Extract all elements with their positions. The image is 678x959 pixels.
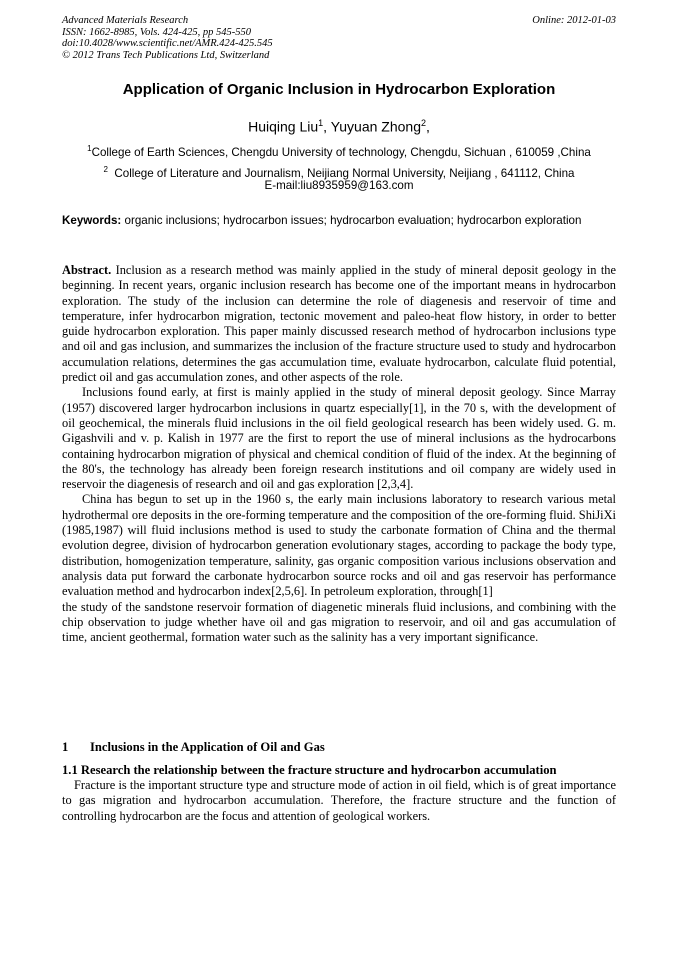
section-number: 1 bbox=[62, 740, 69, 754]
subsection-heading: 1.1 Research the relationship between the fracture structure and hydrocarbon accumulation bbox=[62, 763, 557, 777]
affiliation-mark: 1 bbox=[87, 144, 92, 153]
affiliation-mark: 2 bbox=[103, 165, 108, 174]
online-date: Online: 2012-01-03 bbox=[532, 15, 616, 26]
author-affiliation-mark: 2 bbox=[421, 118, 427, 128]
author-affiliation-mark: 1 bbox=[318, 118, 324, 128]
keywords-label: Keywords: bbox=[62, 214, 122, 227]
body-paragraph: China has begun to set up in the 1960 s, the early main inclusions laboratory to research various metal hydrothermal ore deposits in the ore-forming temperature and the composition of the ore-forming fluid. ShiJiXi (1985,1987) will fluid inclusions method is used to study the carbonate formation of China and the thermal evolution degree, division of hydrocarbon generation evolutionary stages, according to package the body type, distribution, homogenization temperature, salinity, gas organic composition various inclusions observation and analysis data put forward the carbonate hydrocarbon source rocks and oil and gas reservoir has performance evaluation method and hydrocarbon index[2,5,6]. In petroleum exploration, through[1] bbox=[62, 492, 616, 599]
issn-line: ISSN: 1662-8985, Vols. 424-425, pp 545-550 bbox=[62, 26, 251, 38]
journal-name: Advanced Materials Research bbox=[62, 15, 189, 26]
author-email: E-mail:liu8935959@163.com bbox=[264, 179, 414, 192]
abstract-paragraph bbox=[62, 263, 616, 385]
abstract-text: Inclusion as a research method was mainly applied in the study of mineral deposit geology in the beginning. In recent years, organic inclusion research has become one of the important means in hydrocarbon exploration. The study of the inclusion can determine the role of diagenesis and reservoir of time and temperature, infer hydrocarbon migration, tectonic movement and paleo-heat flow history, in order to better guide hydrocarbon exploration. This paper mainly discussed research method of hydrocarbon inclusions type and oil and gas inclusion, and summarizes the inclusion of the fracture structure used to study and hydrocarbon accumulation relations, determines the gas accumulation time, evaluate hydrocarbon, calculate fluid potential, predict oil and gas accumulation zones, and other aspects of the role. bbox=[62, 263, 616, 385]
affiliation-text: College of Earth Sciences, Chengdu University of technology, Chengdu, Sichuan , 610059 ,China bbox=[91, 145, 591, 159]
paper-title: Application of Organic Inclusion in Hydrocarbon Exploration bbox=[122, 81, 556, 98]
keywords-block bbox=[62, 213, 616, 229]
journal-header bbox=[62, 15, 616, 61]
author-name: Huiqing Liu bbox=[248, 118, 319, 135]
author-separator: , bbox=[426, 118, 430, 135]
body-paragraph: Inclusions found early, at first is mainly applied in the study of mineral deposit geology. Since Marray (1957) discovered larger hydrocarbon inclusions in quartz especially[1], in the 70 s, with the development of oil geochemical, the minerals fluid inclusions in the oil field geological research has been widely used. G. m. Gigashvili and v. p. Kalish in 1977 are the first to report the use of mineral inclusions as the hydrocarbons containing hydrocarbon migration of physical and chemical condition of fluid of the index. At the beginning of the 80's, the technology has already been foreign research institutions and oil company are widely used in reservoir the diagenesis of research and oil and gas exploration [2,3,4]. bbox=[62, 385, 616, 492]
abstract-section bbox=[62, 263, 616, 645]
body-paragraph: Fracture is the important structure type and structure mode of action in oil field, which is of great importance to gas migration and hydrocarbon accumulation. Therefore, the fracture structure and the function of controlling hydrocarbon are the focus and attention of geological workers. bbox=[62, 778, 616, 823]
doi-line: doi:10.4028/www.scientific.net/AMR.424-425.545 bbox=[62, 38, 273, 49]
section-title: Inclusions in the Application of Oil and Gas bbox=[90, 740, 325, 754]
body-paragraph: the study of the sandstone reservoir formation of diagenetic minerals fluid inclusions, and combining with the chip observation to judge whether have oil and gas migration to reservoir, and oil and gas accumulation of time, ancient geothermal, formation water such as the salinity has a very important significance. bbox=[62, 599, 616, 645]
subsection-body bbox=[62, 778, 616, 824]
keywords-text: organic inclusions; hydrocarbon issues; hydrocarbon evaluation; hydrocarbon exploration bbox=[124, 214, 582, 227]
author-separator: , bbox=[323, 118, 331, 135]
affiliation-text: College of Literature and Journalism, Neijiang Normal University, Neijiang , 641112, China bbox=[114, 166, 575, 180]
author-list bbox=[62, 114, 616, 136]
author-name: Yuyuan Zhong bbox=[330, 118, 421, 135]
section-heading bbox=[62, 739, 616, 755]
abstract-label: Abstract. bbox=[62, 263, 112, 277]
affiliation-1 bbox=[60, 141, 618, 161]
copyright-line: © 2012 Trans Tech Publications Ltd, Switzerland bbox=[62, 49, 270, 61]
